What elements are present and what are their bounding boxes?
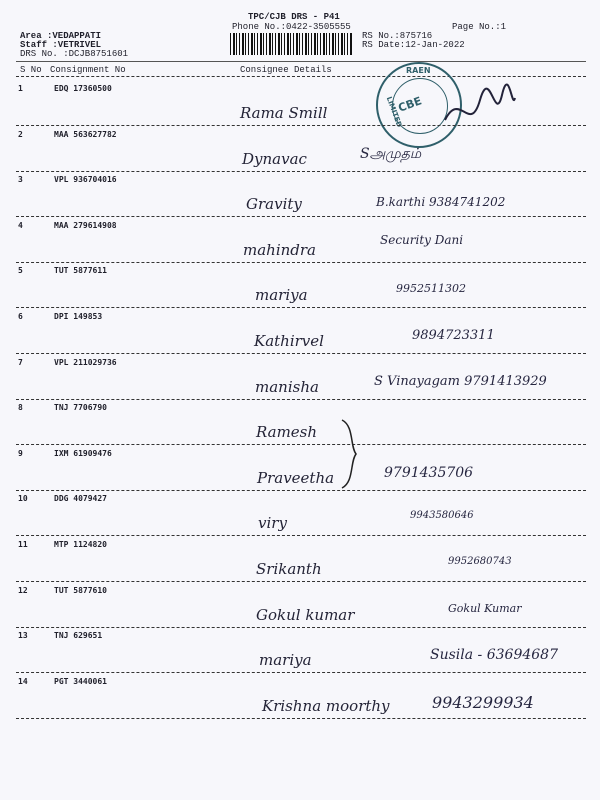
row-sno: 8 — [18, 403, 23, 413]
row-divider — [16, 627, 586, 628]
row-receiver-note: Susila - 63694687 — [430, 647, 558, 664]
brace-mark — [340, 418, 360, 490]
stamp-center-text: CBE — [396, 94, 424, 115]
row-divider — [16, 672, 586, 673]
row-divider — [16, 216, 586, 217]
row-consignment-no: DDG 4079427 — [54, 494, 107, 504]
row-receiver-note: 9952511302 — [396, 282, 466, 296]
row-consignment-no: EDQ 17360500 — [54, 84, 112, 93]
row-receiver-note: Sஅமுதம் — [360, 145, 422, 162]
rs-date: RS Date:12-Jan-2022 — [362, 40, 465, 50]
row-consignee-name: Dynavac — [242, 149, 307, 168]
row-consignment-no: VPL 211029736 — [54, 357, 117, 367]
row-consignment-no: MAA 563627782 — [54, 129, 117, 139]
row-consignee-name: mahindra — [243, 240, 317, 259]
row-divider — [16, 353, 586, 354]
row-sno: 10 — [18, 494, 28, 504]
row-divider — [16, 581, 586, 582]
row-divider — [16, 490, 586, 491]
row-consignment-no: DPI 149853 — [54, 312, 103, 321]
row-sno: 11 — [18, 540, 28, 549]
row-consignment-no: IXM 61909476 — [54, 448, 112, 458]
header-rule-top — [16, 61, 586, 62]
row-divider — [16, 262, 586, 263]
row-divider — [16, 125, 586, 126]
row-consignee-name: Krishna moorthy — [262, 696, 390, 715]
column-consignment: Consignment No — [50, 65, 126, 75]
row-consignment-no: TUT 5877610 — [54, 585, 107, 595]
stamp-side-text: LIMITED — [384, 95, 404, 129]
row-divider — [16, 535, 586, 536]
row-consignment-no: TNJ 7706790 — [54, 403, 107, 413]
row-consignment-no: PGT 3440061 — [54, 676, 107, 686]
row-sno: 9 — [18, 448, 23, 458]
row-sno: 13 — [18, 631, 28, 641]
row-sno: 14 — [18, 676, 28, 686]
row-consignee-name: Rama Smill — [240, 104, 328, 122]
row-receiver-note: 9894723311 — [412, 328, 495, 343]
row-consignment-no: TUT 5877611 — [54, 266, 107, 276]
row-sno: 5 — [18, 266, 23, 276]
stamp-top-text: RAEN — [406, 66, 431, 75]
column-consignee-details: Consignee Details — [240, 65, 332, 75]
column-sno: S No — [20, 65, 42, 75]
row-divider — [16, 444, 586, 445]
row-consignment-no: TNJ 629651 — [54, 631, 103, 641]
row-divider — [16, 307, 586, 308]
row-receiver-note: 9943580646 — [410, 510, 474, 522]
signature-mark — [440, 80, 520, 140]
row-receiver-note: Gokul Kumar — [448, 601, 522, 615]
row-sno: 4 — [18, 220, 23, 230]
row-consignee-name: mariya — [255, 286, 308, 305]
row-consignment-no: MAA 279614908 — [54, 220, 117, 230]
page-number: Page No.:1 — [452, 22, 507, 32]
drs-number: DRS No. :DCJB8751601 — [20, 49, 129, 59]
area-label: Area :VEDAPPATI — [20, 31, 102, 41]
row-receiver-note: 9791435706 — [384, 464, 474, 481]
row-consignment-no: VPL 936704016 — [54, 175, 117, 185]
row-consignee-name: manisha — [255, 377, 319, 396]
row-consignee-name: Ramesh — [256, 423, 318, 442]
row-consignee-name: viry — [258, 514, 287, 533]
header-rule-bottom — [16, 76, 586, 77]
row-consignee-name: mariya — [259, 651, 312, 670]
row-receiver-note: 9943299934 — [432, 692, 534, 712]
row-consignment-no: MTP 1124820 — [54, 540, 107, 549]
rs-number: RS No.:875716 — [362, 31, 433, 41]
row-divider — [16, 171, 586, 172]
row-receiver-note: Security Dani — [380, 232, 464, 247]
row-consignee-name: Praveetha — [257, 468, 335, 487]
row-divider — [16, 718, 586, 719]
row-consignee-name: Kathirvel — [254, 332, 324, 350]
row-sno: 1 — [18, 84, 23, 93]
row-consignee-name: Gravity — [246, 195, 302, 214]
row-receiver-note: B.karthi 9384741202 — [376, 195, 506, 210]
phone-number: Phone No.:0422-3505555 — [232, 22, 351, 32]
barcode-image — [230, 33, 352, 55]
row-receiver-note: S Vinayagam 9791413929 — [374, 373, 547, 389]
row-receiver-note: 9952680743 — [448, 556, 512, 567]
row-divider — [16, 399, 586, 400]
row-sno: 12 — [18, 585, 28, 595]
row-sno: 2 — [18, 129, 23, 139]
row-consignee-name: Gokul kumar — [256, 605, 355, 624]
staff-label: Staff :VETRIVEL — [20, 40, 102, 50]
row-sno: 7 — [18, 357, 23, 367]
row-consignee-name: Srikanth — [256, 560, 322, 578]
document-title: TPC/CJB DRS - P41 — [248, 12, 340, 22]
row-sno: 6 — [18, 312, 23, 321]
row-sno: 3 — [18, 175, 23, 185]
